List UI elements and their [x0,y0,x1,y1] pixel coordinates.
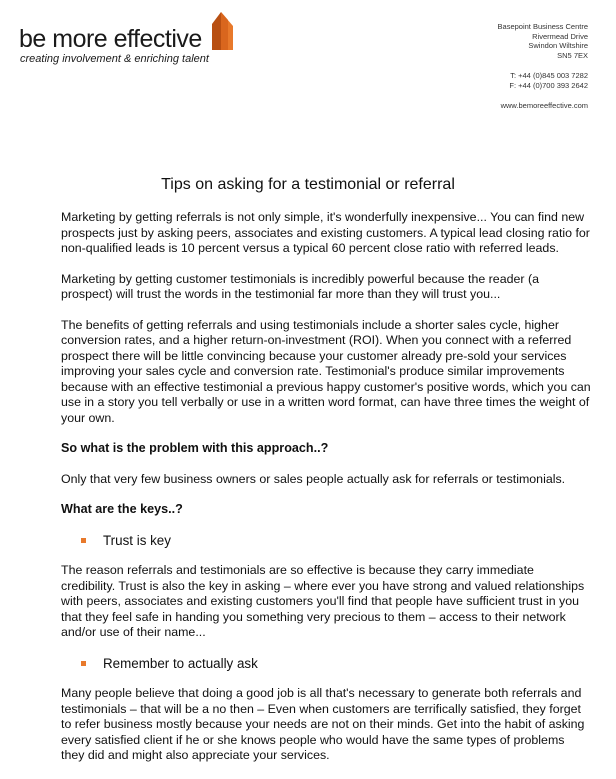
paragraph-testimonials: Marketing by getting customer testimonials is incredibly powerful because the reader (a prospect) will trust the words in the testimonial far more than they will trust you... [61,271,539,301]
bullet-square-icon [81,661,86,666]
phone-number: T: +44 (0)845 003 7282 [510,71,588,80]
address-line-4: SN5 7EX [557,50,588,60]
address-line-3: Swindon Wiltshire [528,41,588,50]
heading-problem: So what is the problem with this approach..? [61,441,329,455]
logo-tagline: creating involvement & enriching talent [20,53,209,65]
bullet-trust-label: Trust is key [103,532,171,548]
paragraph-trust: The reason referrals and testimonials are so effective is because they carry immediate credibility. Trust is also the key in asking – where ever you have strong and valued relationships with peers, associates and existing customers you'll find that people have sufficient trust in you that they feel safe in handing you something very precious to them – access to their network and/or use of their name... [61,563,585,639]
paragraph-benefits: The benefits of getting referrals and using testimonials include a shorter sales cycle, higher conversion rates, and a higher return-on-investment (ROI). When you connect with a referred prospect there will be little convincing because your customer already pre-sold your services improving your sales cycle and conversion rate. Testimonial's produce similar improvements because with an effective testimonial a previous happy customer's positive words, which you can use in a story you tell verbally or use in a written word format, can have three times the weight of your own. [61,317,591,425]
logo-mark-icon [208,10,242,52]
document-title: Tips on asking for a testimonial or referral [161,176,455,193]
bullet-trust [61,533,591,549]
address-line-2: Rivermead Drive [532,31,588,41]
logo-wordmark: be more effective [19,25,202,53]
paragraph-referrals: Marketing by getting referrals is not only simple, it's wonderfully inexpensive... You can find new prospects just by asking peers, associates and existing customers. A typical lead closing ratio for non-qualified leads is 10 percent versus a typical 60 percent close ratio with referred leads. [61,210,590,255]
address-line-1: Basepoint Business Centre [497,22,588,31]
bullet-square-icon [81,538,86,543]
paragraph-ask: Many people believe that doing a good job is all that's necessary to generate both referrals and testimonials – that will be a no then – Even when customers are terrifically satisfied, they forget to refer business mostly because your needs are not on their minds. Get into the habit of asking every satisfied client if he or she knows people who would have the same types of problems they did and might also appreciate your services. [61,686,585,762]
company-address [498,22,588,111]
paragraph-problem: Only that very few business owners or sales people actually ask for referrals or testimonials. [61,471,566,486]
heading-keys: What are the keys..? [61,502,183,516]
bullet-ask-label: Remember to actually ask [103,655,258,671]
bullet-ask [61,656,591,672]
website-link[interactable]: www.bemoreeffective.com [500,101,588,110]
fax-number: F: +44 (0)700 393 2642 [509,80,588,90]
document-body [61,210,591,779]
